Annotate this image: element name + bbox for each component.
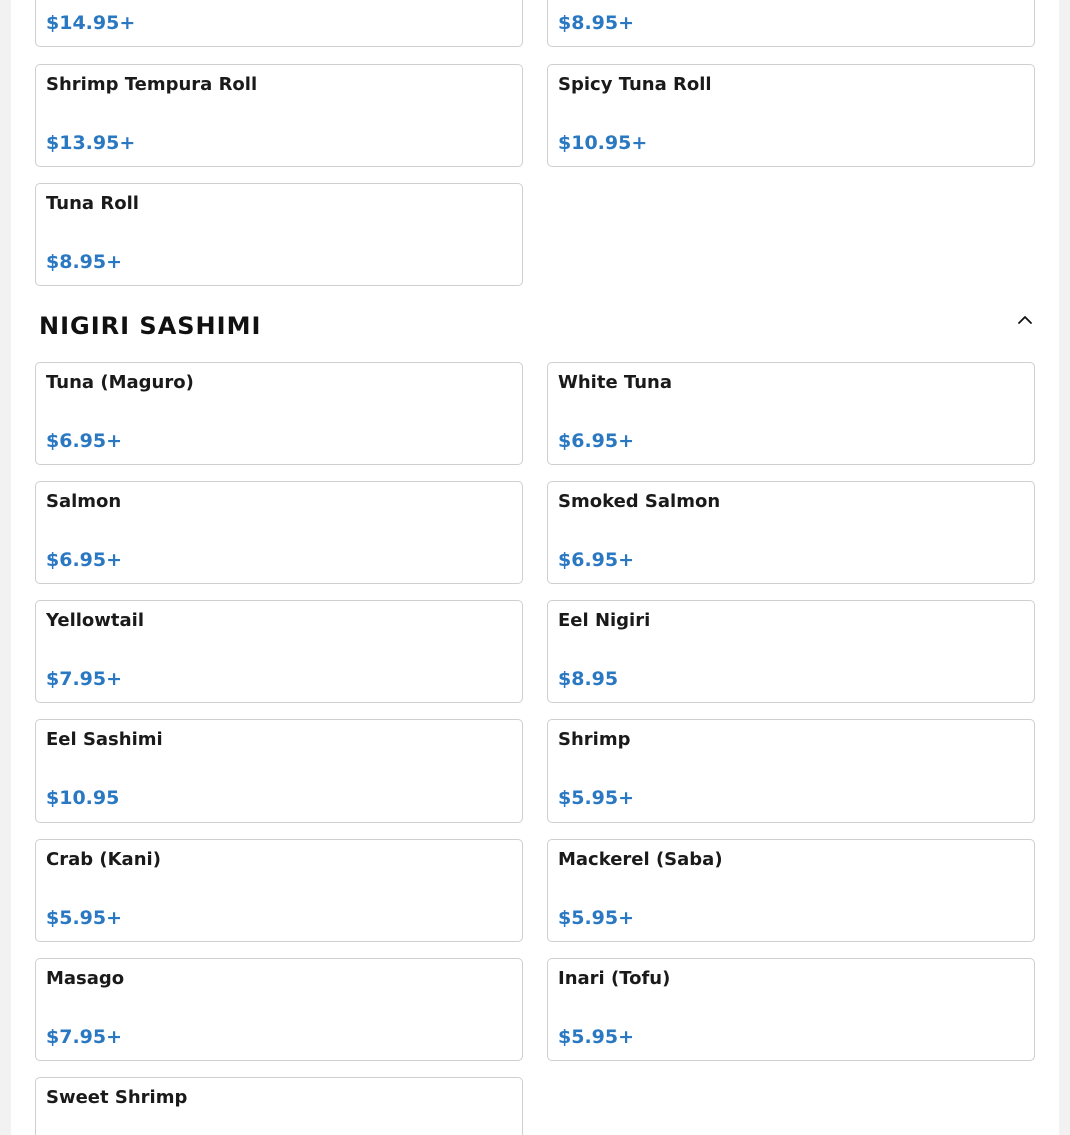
menu-item-card[interactable] <box>35 183 523 286</box>
menu-item-price: $13.95+ <box>46 132 136 154</box>
menu-item-name: White Tuna <box>558 372 672 393</box>
menu-item-price: $6.95+ <box>558 430 635 452</box>
menu-item-name: Tuna (Maguro) <box>46 372 194 393</box>
menu-item-name: Spicy Tuna Roll <box>558 74 712 95</box>
menu-item-price: $10.95+ <box>558 132 648 154</box>
menu-item-card[interactable] <box>35 600 523 703</box>
menu-item-name: Inari (Tofu) <box>558 968 671 989</box>
menu-item-card[interactable] <box>547 64 1035 167</box>
menu-item-name: Yellowtail <box>46 610 145 631</box>
menu-item-price: $10.95 <box>46 787 120 809</box>
menu-item-price: $5.95+ <box>558 787 635 809</box>
menu-item-name: Masago <box>46 968 125 989</box>
menu-item-card[interactable] <box>35 481 523 584</box>
menu-item-price: $7.95+ <box>46 1026 123 1048</box>
menu-item-name: Eel Nigiri <box>558 610 651 631</box>
menu-item-name: Sweet Shrimp <box>46 1087 188 1108</box>
menu-item-price: $5.95+ <box>558 907 635 929</box>
menu-item-card[interactable] <box>35 64 523 167</box>
menu-item-card[interactable] <box>547 600 1035 703</box>
menu-item-card[interactable] <box>35 0 523 47</box>
menu-page <box>11 0 1059 1135</box>
menu-item-price: $5.95+ <box>558 1026 635 1048</box>
menu-item-name: Smoked Salmon <box>558 491 721 512</box>
menu-item-card[interactable] <box>35 719 523 823</box>
menu-item-name: Eel Sashimi <box>46 729 163 750</box>
menu-item-card[interactable] <box>547 481 1035 584</box>
menu-item-name: Shrimp Tempura Roll <box>46 74 258 95</box>
menu-item-card[interactable] <box>35 1077 523 1135</box>
menu-item-card[interactable] <box>35 362 523 465</box>
menu-item-name: Salmon <box>46 491 122 512</box>
menu-item-card[interactable] <box>547 839 1035 942</box>
menu-item-price: $8.95+ <box>558 12 635 34</box>
menu-item-price: $6.95+ <box>558 549 635 571</box>
menu-item-name: Shrimp <box>558 729 631 750</box>
menu-item-card[interactable] <box>547 362 1035 465</box>
menu-item-card[interactable] <box>547 719 1035 823</box>
menu-item-price: $14.95+ <box>46 12 136 34</box>
menu-item-card[interactable] <box>547 958 1035 1061</box>
menu-item-card[interactable] <box>35 958 523 1061</box>
menu-item-name: Mackerel (Saba) <box>558 849 723 870</box>
menu-item-price: $6.95+ <box>46 430 123 452</box>
chevron-up-icon[interactable] <box>1015 312 1035 328</box>
menu-item-price: $8.95 <box>558 668 619 690</box>
menu-item-price: $8.95+ <box>46 251 123 273</box>
menu-item-price: $6.95+ <box>46 549 123 571</box>
menu-item-price: $5.95+ <box>46 907 123 929</box>
menu-item-card[interactable] <box>35 839 523 942</box>
menu-item-name: Tuna Roll <box>46 193 139 214</box>
section-header-nigiri-sashimi[interactable] <box>35 306 1035 350</box>
section-title: NIGIRI SASHIMI <box>39 312 262 340</box>
menu-item-name: Crab (Kani) <box>46 849 161 870</box>
menu-item-card[interactable] <box>547 0 1035 47</box>
menu-item-price: $7.95+ <box>46 668 123 690</box>
